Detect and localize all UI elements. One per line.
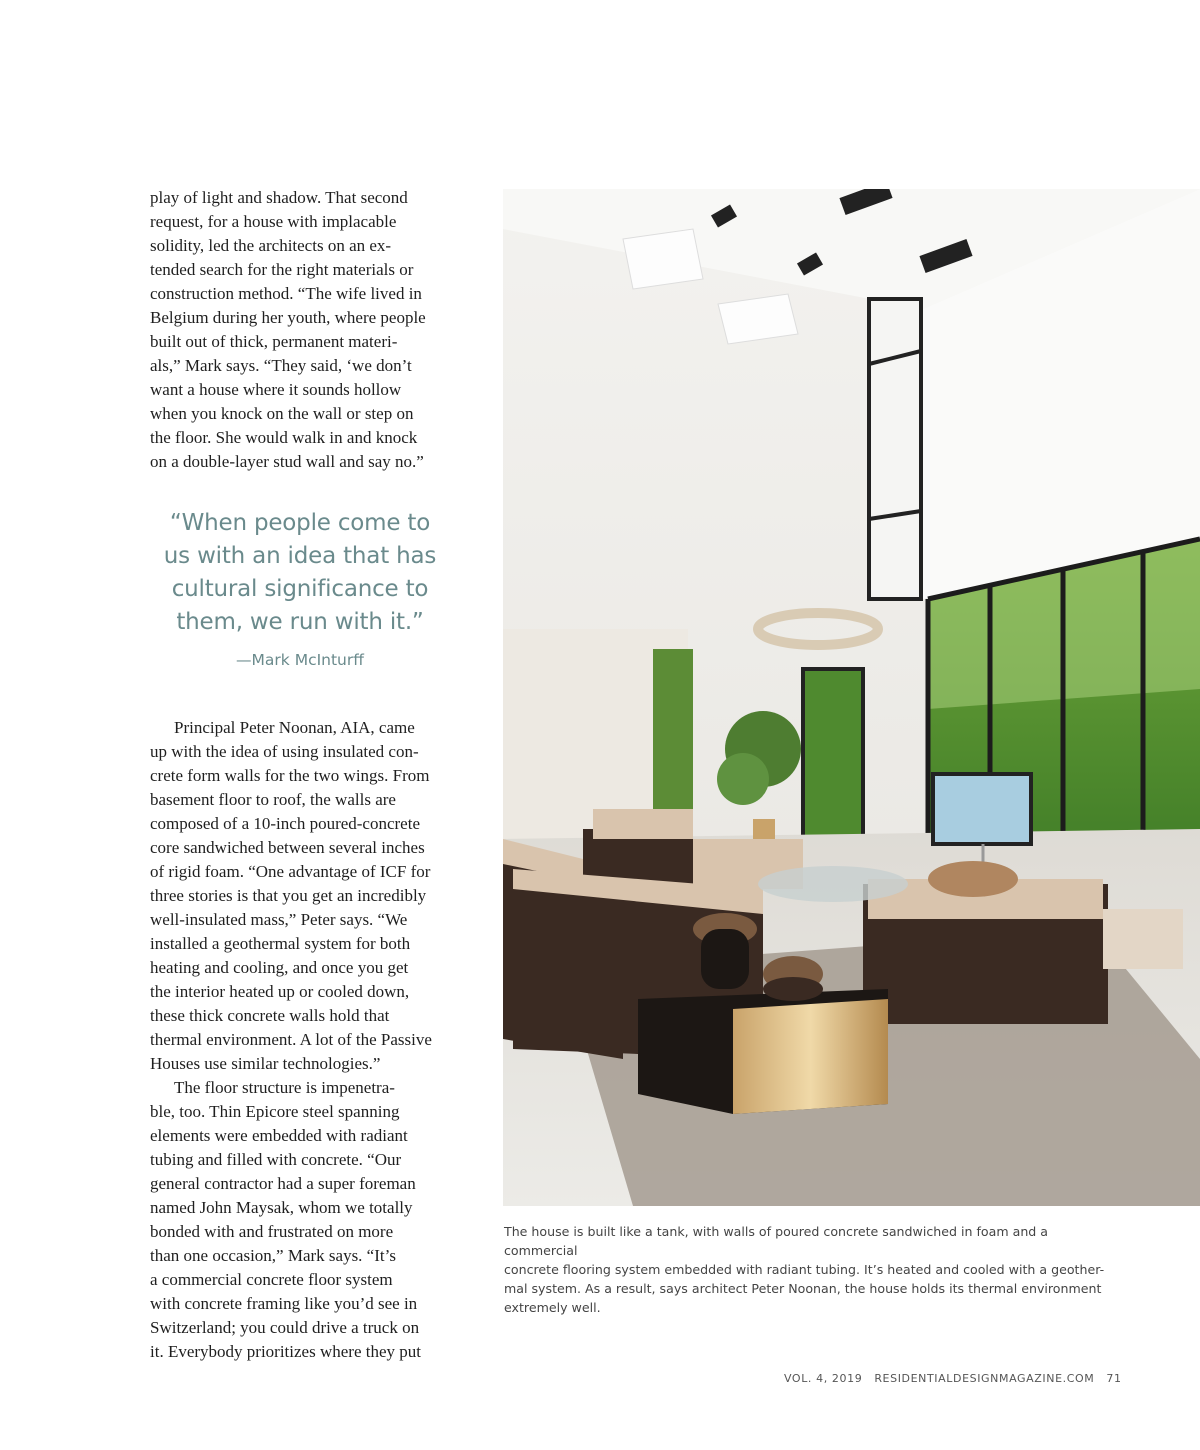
footer-site-url: RESIDENTIALDESIGNMAGAZINE.COM (874, 1372, 1095, 1385)
pull-quote-attribution: —Mark McInturff (236, 651, 364, 669)
body-column-top (150, 186, 456, 474)
interior-photo (503, 189, 1200, 1206)
body-paragraph: The floor structure is impenetra- ble, too. Thin Epicore steel spanning elements were embedded with radiant tubing and filled with concrete. “Our general contractor had a super foreman named John Maysak, whom we totally bonded with and frustrated on more than one occasion,” Mark says. “It’s a commercial concrete floor system with concrete framing like you’d see in Switzerland; you could drive a truck on it. Everybody prioritizes where they put (150, 1078, 421, 1361)
living-room-illustration (503, 189, 1200, 1206)
page-footer (784, 1372, 1122, 1385)
photo-caption: The house is built like a tank, with walls of poured concrete sandwiched in foam and a commercial concrete flooring system embedded with radiant tubing. It’s heated and cooled with a geother- mal system. As a result, says architect Peter Noonan, the house holds its thermal environment extremely well. (504, 1224, 1105, 1315)
body-column-bottom (150, 716, 456, 1364)
pull-quote (150, 507, 450, 669)
body-paragraph: play of light and shadow. That second request, for a house with implacable solidity, led the architects on an ex- tended search for the right materials or construction method. “The wife lived in Belgium during her youth, where people built out of thick, permanent materi- als,” Mark says. “They said, ‘we don’t want a house where it sounds hollow when you knock on the wall or step on the floor. She would walk in and knock on a double-layer stud wall and say no.” (150, 188, 426, 471)
page-number: 71 (1106, 1372, 1122, 1385)
footer-volume: VOL. 4, 2019 (784, 1372, 863, 1385)
pull-quote-text: “When people come to us with an idea that has cultural significance to them, we run with it.” (163, 510, 437, 635)
body-paragraph: Principal Peter Noonan, AIA, came up with the idea of using insulated con- crete form walls for the two wings. From basement floor to roof, the walls are composed of a 10-inch poured-concrete core sandwiched between several inches of rigid foam. “One advantage of ICF for three stories is that you get an incredibly well-insulated mass,” Peter says. “We installed a geothermal system for both heating and cooling, and once you get the interior heated up or cooled down, these thick concrete walls hold that thermal environment. A lot of the Passive Houses use similar technologies.” (150, 718, 432, 1073)
